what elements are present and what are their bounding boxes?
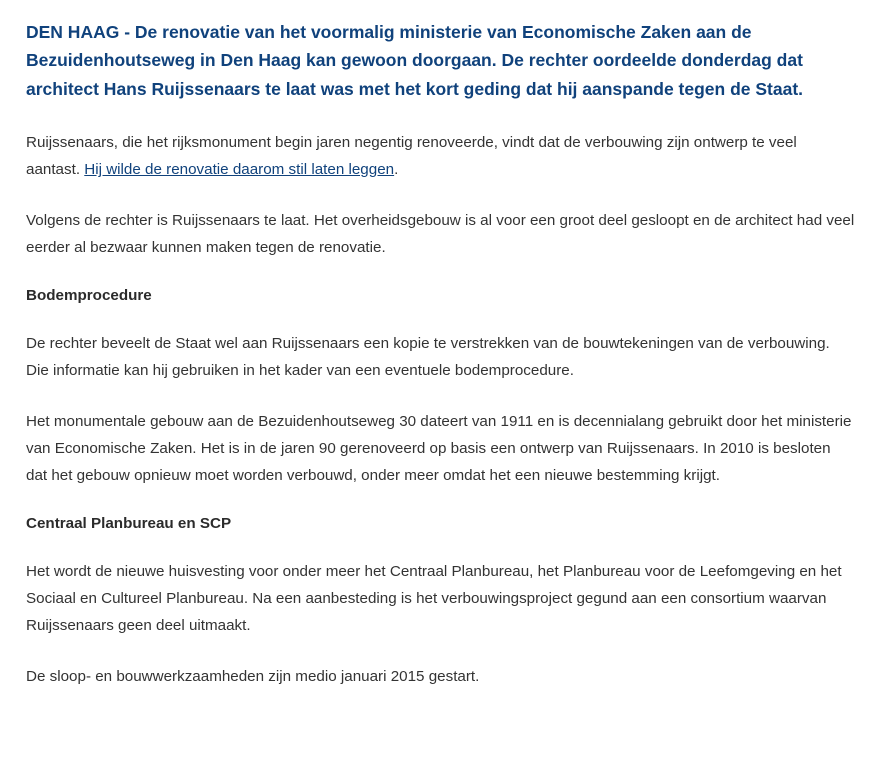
dateline-city: DEN HAAG [26, 22, 120, 42]
paragraph: De rechter beveelt de Staat wel aan Ruijssenaars een kopie te verstrekken van de bouwtekeningen van de verbouwing. Die informatie kan hij gebruiken in het kader van een eventuele bodemprocedure. [26, 335, 830, 380]
paragraph-text-after-link: . [394, 161, 399, 179]
paragraph-with-link [26, 129, 855, 183]
article-lead-paragraph [26, 18, 855, 103]
renovation-halt-link[interactable]: Hij wilde de renovatie daarom stil laten leggen [84, 161, 395, 179]
paragraph-text-before-link: Ruijssenaars, die het rijksmonument begin jaren negentig renoveerde, vindt dat de verbouwing zijn ontwerp te veel aantast. [26, 134, 797, 179]
subheading-bodemprocedure: Bodemprocedure [26, 287, 152, 305]
paragraph: Volgens de rechter is Ruijssenaars te laat. Het overheidsgebouw is al voor een groot deel gesloopt en de architect had veel eerder al bezwaar kunnen maken tegen de renovatie. [26, 212, 855, 257]
paragraph: Het monumentale gebouw aan de Bezuidenhoutseweg 30 dateert van 1911 en is decennialang gebruikt door het ministerie van Economische Zaken. Het is in de jaren 90 gerenoveerd op basis een ontwerp van Ruijssenaars. In 2010 is besloten dat het gebouw opnieuw moet worden verbouwd, onder meer omdat het een nieuwe bestemming krijgt. [26, 413, 852, 485]
subheading-centraal-planbureau: Centraal Planbureau en SCP [26, 515, 232, 533]
lead-text: De renovatie van het voormalig ministerie van Economische Zaken aan de Bezuidenhoutseweg in Den Haag kan gewoon doorgaan. De rechter oordeelde donderdag dat architect Hans Ruijssenaars te laat was met het kort geding dat hij aanspande tegen de Staat. [26, 22, 804, 99]
dateline-separator: - [119, 22, 135, 42]
paragraph: De sloop- en bouwwerkzaamheden zijn medio januari 2015 gestart. [26, 668, 480, 686]
paragraph: Het wordt de nieuwe huisvesting voor onder meer het Centraal Planbureau, het Planbureau voor de Leefomgeving en het Sociaal en Cultureel Planbureau. Na een aanbesteding is het verbouwingsproject gegund aan een consortium waarvan Ruijssenaars geen deel uitmaakt. [26, 563, 842, 635]
